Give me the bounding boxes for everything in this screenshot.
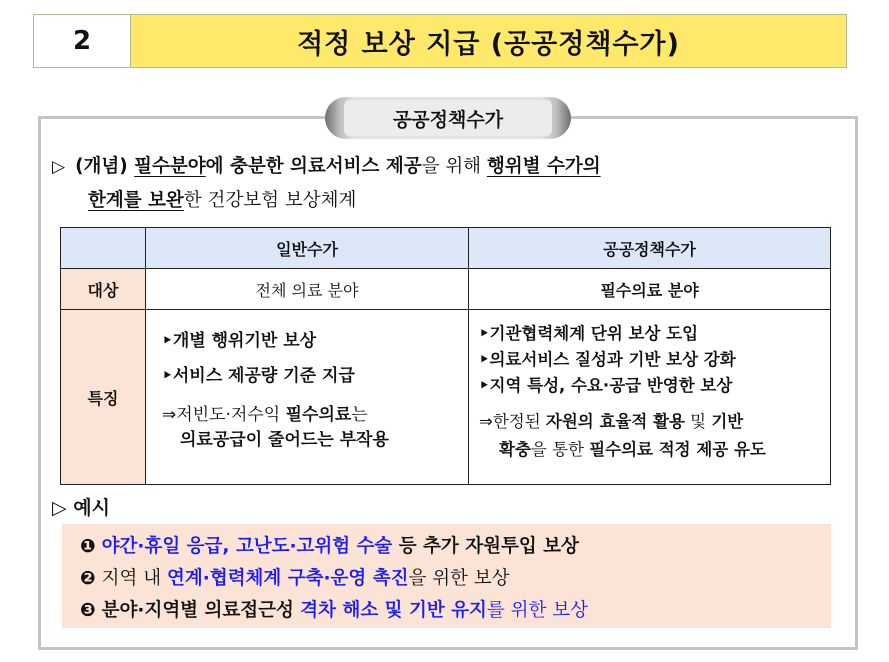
public-note: ⇒한정된 자원의 효율적 활용 및 기반: [479, 412, 744, 431]
number-2-icon: ❷: [80, 568, 96, 589]
section-title: 적정 보상 지급 (공공정책수가): [131, 15, 846, 67]
list-item: ❶ 야간·휴일 응급, 고난도·고위험 수술 등 추가 자원투입 보상: [80, 536, 579, 557]
topic-tab: [325, 97, 571, 139]
list-item: ‣개별 행위기반 보상: [162, 331, 317, 351]
list-item: ‣서비스 제공량 기준 지급: [162, 366, 355, 386]
row-header-features: 특징: [61, 310, 146, 485]
list-item: ‣의료서비스 질성과 기반 보상 강화: [479, 350, 736, 369]
examples-box: [62, 524, 831, 628]
column-header-general: 일반수가: [146, 228, 469, 269]
row-header-target: 대상: [61, 269, 146, 310]
triangle-bullet-icon: ▷: [52, 157, 66, 177]
cell-general-target: 전체 의료 분야: [146, 269, 469, 310]
topic-tab-label: 공공정책수가: [344, 100, 552, 136]
list-item: ❷ 지역 내 연계·협력체계 구축·운영 촉진을 위한 보상: [80, 568, 510, 589]
table-row: [61, 310, 831, 485]
examples-title: ▷ 예시: [52, 497, 110, 519]
table-header-row: [61, 228, 831, 269]
general-note-line2: 의료공급이 줄어드는 부작용: [180, 430, 389, 450]
cell-public-target: 필수의료 분야: [469, 269, 831, 310]
cell-general-features: [146, 310, 469, 485]
number-3-icon: ❸: [80, 600, 96, 621]
general-note: ⇒저빈도·저수익 필수의료는: [162, 405, 368, 425]
column-header-public: 공공정책수가: [469, 228, 831, 269]
section-header: [33, 14, 847, 68]
table-row: [61, 269, 831, 310]
table-corner-cell: [61, 228, 146, 269]
list-item: ‣지역 특성, 수요·공급 반영한 보상: [479, 376, 733, 395]
comparison-table: [60, 227, 831, 485]
number-1-icon: ❶: [80, 536, 96, 557]
section-number: 2: [34, 15, 131, 67]
cell-public-features: [469, 310, 831, 485]
list-item: ‣기관협력체계 단위 보상 도입: [479, 324, 699, 343]
public-note-line2: 확충을 통한 필수의료 적정 제공 유도: [499, 440, 766, 459]
definition-paragraph: ▷ (개념) 필수분야에 충분한 의료서비스 제공을 위해 행위별 수가의 한계를 보완한 건강보험 보상체계: [52, 156, 601, 211]
list-item: ❸ 분야·지역별 의료접근성 격차 해소 및 기반 유지를 위한 보상: [80, 600, 589, 621]
